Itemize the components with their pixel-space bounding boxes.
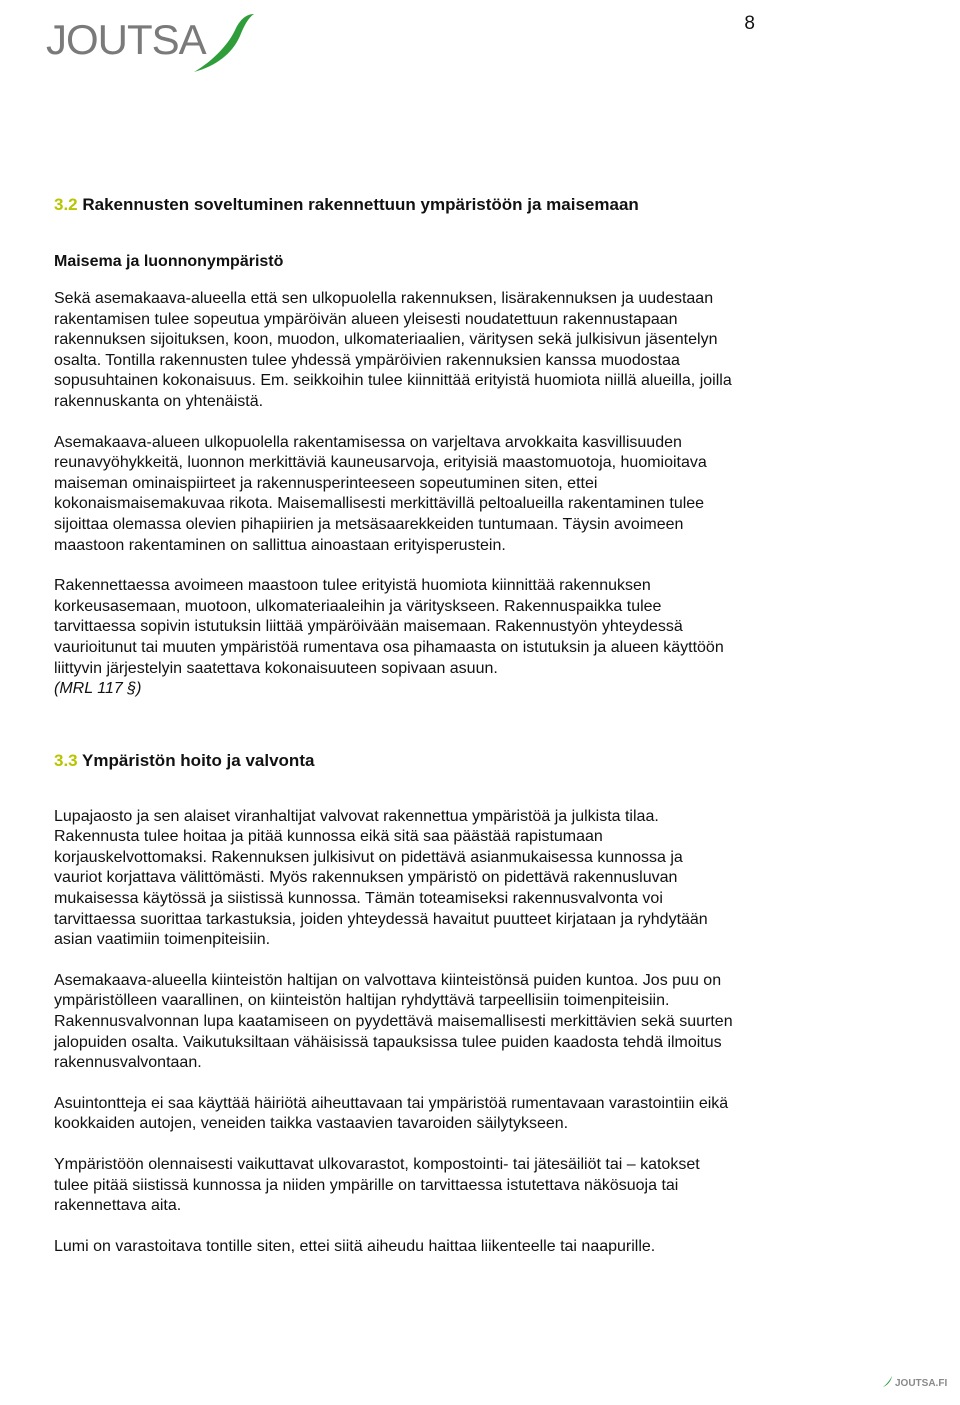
swan-mark-icon bbox=[883, 1376, 892, 1387]
law-reference: (MRL 117 §) bbox=[54, 680, 142, 698]
paragraph: Asemakaava-alueella kiinteistön haltijan on valvottava kiinteistönsä puiden kuntoa. Jos puu on ympäristölleen vaarallinen, on kiinteistön haltijan ryhdyttävä tarpeellisiin toimenpiteisiin. Rakennusvalvonnan lupa kaatamiseen on pyydettävä maisemallisesti merkittävien sekä suurten jalopuiden osalta. Vaikutuksiltaan vähäisissä tapauksissa tulee puiden kaadosta tehdä ilmoitus rakennusvalvontaan. bbox=[54, 971, 733, 1072]
paragraph: Rakennettaessa avoimeen maastoon tulee erityistä huomiota kiinnittää rakennuksen korkeusasemaan, muotoon, ulkomateriaaleihin ja värityskseen. Rakennuspaikka tulee tarvittaessa sopivin istutuksin liittää ympäröivään maisemaan. Rakennustyön yhteydessä vaurioitunut tai muuten ympäristöä rumentava osa pihamaasta on istutuksin ja alueen käyttöön liittyvin järjestelyin saatettava kokonaisuuteen sopivaan asuun. bbox=[54, 577, 724, 677]
page-number: 8 bbox=[744, 13, 755, 34]
joutsa-logo bbox=[44, 8, 264, 80]
paragraph: Lupajaosto ja sen alaiset viranhaltijat valvovat rakennettua ympäristöä ja julkista tilaa. Rakennusta tulee hoitaa ja pitää kunnossa eikä sitä saa päästää rapistumaan korjauskelvottomaksi. Rakennuksen julkisivut on pidettävä asianmukaisessa kunnossa ja vauriot korjattava välittömästi. Myös rakennuksen ympäristö on pidettävä rakennusluvan mukaisessa käytössä ja siistissä kunnossa. Tämän toteamiseksi rakennusvalvonta voi tarvittaessa suorittaa tarkastuksia, joiden yhteydessä havaitut puutteet kirjataan ja ryhdytään asian vaatimiin toimenpiteisiin. bbox=[54, 807, 708, 949]
section-title: Rakennusten soveltuminen rakennettuun ympäristöön ja maisemaan bbox=[77, 195, 639, 214]
document-body bbox=[54, 191, 734, 1277]
joutsa-fi-footer-logo bbox=[882, 1375, 952, 1389]
section-heading-3-2 bbox=[54, 191, 734, 219]
svg-text:JOUTSA.FI: JOUTSA.FI bbox=[895, 1378, 948, 1389]
section-number: 3.3 bbox=[54, 750, 78, 770]
paragraph: Asemakaava-alueen ulkopuolella rakentamisessa on varjeltava arvokkaita kasvillisuuden reunavyöhykkeitä, luonnon merkittäviä kauneusarvoja, erityisiä maastomuotoja, huomioitava maiseman ominaispiirteet ja rakennusperinteeseen sopeutuminen siten, ettei kokonaismaisemakuvaa rikota. Maisemallisesti merkittävillä peltoalueilla rakentaminen tulee sijoittaa olemassa olevien pihapiirien ja metsäsaarekkeiden tuntumaan. Täysin avoimeen maastoon rakentaminen on sallittua ainoastaan erityisperustein. bbox=[54, 433, 707, 554]
section-number: 3.2 bbox=[54, 195, 78, 214]
paragraph: Lumi on varastoitava tontille siten, ettei siitä aiheudu haittaa liikenteelle tai naapurille. bbox=[54, 1237, 656, 1255]
paragraph: Sekä asemakaava-alueella että sen ulkopuolella rakennuksen, lisärakennuksen ja uudestaan rakentamisen tulee sopeutua ympäröivän alueen yleisesti noudatettuun rakennustapaan rakennuksen sijoituksen, koon, muodon, ulkomateriaalien, väritysen sekä julkisivun jäsentelyn osalta. Tontilla rakennusten tulee yhdessä ympäröivien rakennuksien kanssa muodostaa sopusuhtainen kokonaisuus. Em. seikkoihin tulee kiinnittää erityistä huomiota niillä alueilla, joilla rakennuskanta on yhtenäistä. bbox=[54, 290, 732, 410]
section-heading-3-3 bbox=[54, 747, 734, 775]
section-title: Ympäristön hoito ja valvonta bbox=[77, 750, 315, 770]
paragraph: Ympäristöön olennaisesti vaikuttavat ulkovarastot, kompostointi- tai jätesäiliöt tai – katokset tulee pitää siistissä kunnossa ja niiden ympärille on tarvittaessa istutettava näkösuoja tai rakennettava aita. bbox=[54, 1156, 700, 1215]
sub-heading-landscape: Maisema ja luonnonympäristö bbox=[54, 253, 284, 270]
paragraph: Asuintontteja ei saa käyttää häiriötä aiheuttavaan tai ympäristöä rumentavaan varastointiin eikä kookkaiden autojen, veneiden taikka vastaavien tavaroiden säilytykseen. bbox=[54, 1094, 729, 1133]
svg-text:JOUTSA: JOUTSA bbox=[46, 16, 206, 63]
